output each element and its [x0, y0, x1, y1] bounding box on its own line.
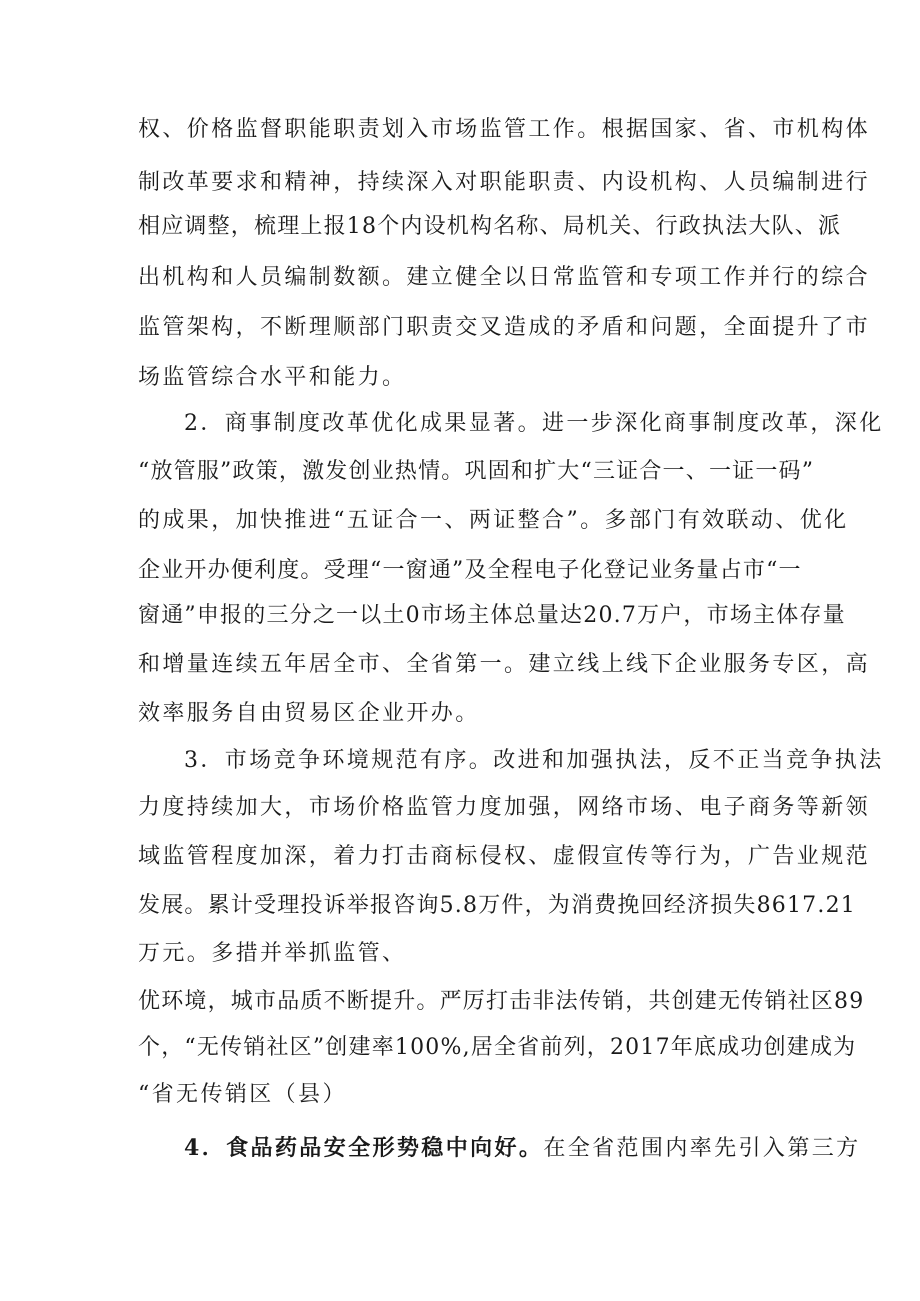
text-line: 力度持续加大，市场价格监管力度加强，网络市场、电子商务等新领 — [138, 795, 871, 820]
paragraph-3-first-line: 3．市场竞争环境规范有序。改进和加强执法，反不正当竞争执法 — [184, 748, 884, 773]
text-line: 权、价格监督职能职责划入市场监管工作。根据国家、省、市机构体 — [138, 117, 871, 142]
paragraph-text: 在全省范围内率先引入第三方 — [543, 1136, 861, 1161]
text-line: 场监管综合水平和能力。 — [138, 365, 407, 390]
text-line: 域监管程度加深，着力打击商标侵权、虚假宣传等行为，广告业规范 — [138, 844, 871, 869]
text-line: 监管架构，不断理顺部门职责交叉造成的矛盾和问题，全面提升了市 — [138, 315, 871, 340]
paragraph-2-first-line: 2．商事制度改革优化成果显著。进一步深化商事制度改革，深化 — [184, 411, 884, 436]
text-line: 发展。累计受理投诉举报咨询5.8万件，为消费挽回经济损失8617.21 — [138, 893, 856, 918]
paragraph-heading: 4．食品药品安全形势稳中向好。 — [184, 1135, 544, 1161]
text-line: 相应调整，梳理上报18个内设机构名称、局机关、行政执法大队、派 — [138, 214, 842, 239]
text-line: 效率服务自由贸易区企业开办。 — [138, 701, 480, 726]
text-line: 的成果，加快推进“五证合一、两证整合”。多部门有效联动、优化 — [138, 508, 849, 533]
text-line: 企业开办便利度。受理“一窗通”及全程电子化登记业务量占市“一 — [138, 558, 802, 583]
text-line: 和增量连续五年居全市、全省第一。建立线上线下企业服务专区，高 — [138, 652, 871, 677]
text-line: 个，“无传销社区”创建率100%,居全省前列，2017年底成功创建成为 — [138, 1035, 857, 1060]
text-line: “放管服”政策，激发创业热情。巩固和扩大“三证合一、一证一码” — [138, 459, 815, 484]
text-line: 窗通”申报的三分之一以土0市场主体总量达20.7万户，市场主体存量 — [138, 603, 846, 628]
text-line: 优环境，城市品质不断提升。严厉打击非法传销，共创建无传销社区89 — [138, 989, 865, 1014]
text-line: 万元。多措并举抓监管、 — [138, 941, 407, 966]
paragraph-4-first-line — [184, 1134, 861, 1163]
text-line: 制改革要求和精神，持续深入对职能职责、内设机构、人员编制进行 — [138, 170, 871, 195]
text-line: 出机构和人员编制数额。建立健全以日常监管和专项工作并行的综合 — [138, 265, 871, 290]
text-line: “省无传销区（县） — [138, 1082, 347, 1107]
